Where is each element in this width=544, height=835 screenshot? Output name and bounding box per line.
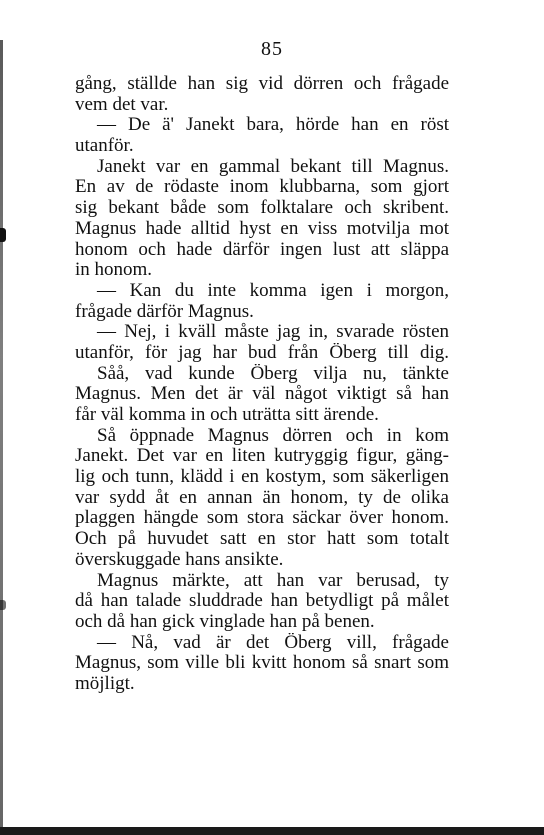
text-line: var sydd åt en annan än honom, ty de olika — [75, 487, 449, 508]
text-line: Magnus, som ville bli kvitt honom så snart som — [75, 653, 449, 674]
text-line: Janekt var en gammal bekant till Magnus. — [97, 156, 449, 177]
text-line: — De ä' Janekt bara, hörde han en röst — [97, 115, 449, 136]
text-line: Så öppnade Magnus dörren och in kom — [97, 425, 449, 446]
text-line: En av de rödaste inom klubbarna, som gjort — [75, 177, 449, 198]
text-line: — Nej, i kväll måste jag in, svarade rösten — [97, 322, 449, 343]
text-line: — Nå, vad är det Öberg vill, frågade — [97, 632, 449, 653]
text-line: möjligt. — [75, 673, 135, 694]
text-line: lig och tunn, klädd i en kostym, som säkerligen — [75, 467, 449, 488]
text-line: vem det var. — [75, 94, 169, 115]
text-line: Såå, vad kunde Öberg vilja nu, tänkte — [97, 363, 449, 384]
text-line: utanför. — [75, 136, 134, 157]
text-line: utanför, för jag har bud från Öberg till dig. — [75, 342, 449, 363]
text-line: sig bekant både som folktalare och skribent. — [75, 198, 449, 219]
binding-mark — [0, 228, 6, 242]
binding-mark — [0, 600, 6, 610]
text-line: Och på huvudet satt en stor hatt som totalt — [75, 529, 449, 550]
body-text — [75, 74, 449, 695]
text-line: Magnus hade alltid hyst en viss motvilja mot — [75, 218, 449, 239]
text-line: plaggen hängde som stora säckar över honom. — [75, 508, 449, 529]
page-edge-shadow — [0, 40, 3, 830]
page-bottom-edge — [0, 827, 544, 835]
text-line: in honom. — [75, 260, 153, 281]
text-line: då han talade sluddrade han betydligt på målet — [75, 591, 449, 612]
text-line: överskuggade hans ansikte. — [75, 549, 284, 570]
text-line: Janekt. Det var en liten kutryggig figur, gäng- — [75, 446, 449, 467]
page-number: 85 — [261, 38, 283, 60]
text-line: — Kan du inte komma igen i morgon, — [97, 280, 449, 301]
text-line: och då han gick vinglade han på benen. — [75, 611, 375, 632]
text-line: får väl komma in och uträtta sitt ärende. — [75, 405, 379, 425]
text-line: honom och hade därför ingen lust att släppa — [75, 239, 449, 260]
text-line: frågade därför Magnus. — [75, 301, 254, 322]
text-line: gång, ställde han sig vid dörren och frågade — [75, 74, 449, 94]
text-line: Magnus märkte, att han var berusad, ty — [97, 570, 449, 591]
text-line: Magnus. Men det är väl något viktigt så han — [75, 384, 449, 405]
